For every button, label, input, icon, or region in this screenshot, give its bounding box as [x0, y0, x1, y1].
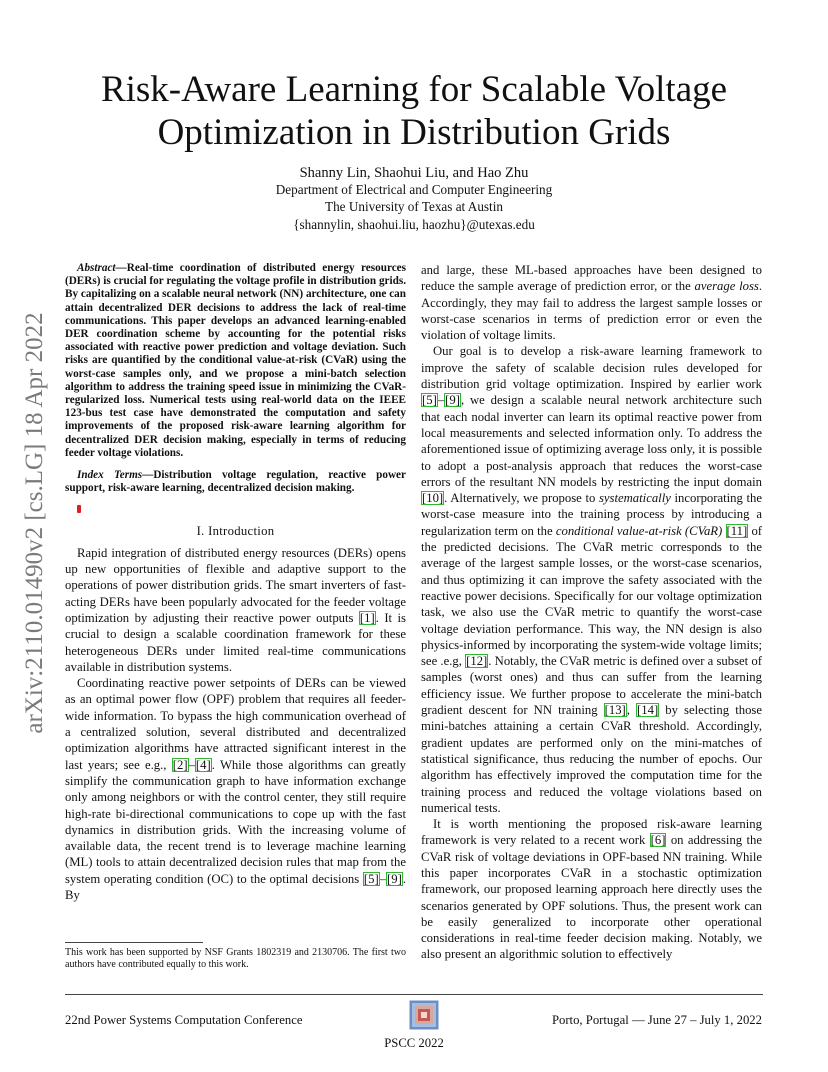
citation-link[interactable]: [5]: [363, 871, 379, 886]
citation-link[interactable]: [10]: [422, 491, 444, 506]
paragraph: [421, 262, 762, 343]
body-text: It is worth mentioning the proposed risk-aware learning framework is very related to a recent work: [421, 817, 762, 848]
citation-link[interactable]: [13]: [604, 703, 626, 718]
citation-link[interactable]: [2]: [172, 757, 188, 772]
body-text: –: [188, 757, 195, 772]
body-text: , we design a scalable neural network architecture such that each nodal inverter can learn its optimal reactive power from local measurements and selected information only. To address the aforementioned issue of optimizing average loss only, it is possible to adopt a post-analysis approach that reduces the worst-case errors of the resultant NN models by restricting the input domain: [421, 393, 762, 489]
affiliation-university: The University of Texas at Austin: [325, 199, 503, 215]
index-terms-label: Index Terms: [77, 469, 143, 482]
body-text: on addressing the CVaR risk of voltage deviations in OPF-based NN training. While this paper incorporates CVaR in a stochastic optimization framework, our proposed learning approach here directly uses the scenarios generated by OPF solutions. Thus, the present work can be easily generalized to incorporate other operational considerations in real-time feeder decision making. Notably, we also present an algorithmic solution to effectively: [421, 833, 762, 962]
abstract: [65, 262, 406, 460]
citation-link[interactable]: [1]: [359, 610, 375, 625]
affiliation-emails: {shannylin, shaohui.liu, haozhu}@utexas.edu: [293, 216, 535, 232]
body-text: –: [437, 393, 445, 408]
footer-location-date: Porto, Portugal — June 27 – July 1, 2022: [551, 1013, 762, 1027]
pscc-logo-icon: [409, 1000, 439, 1030]
paragraph: [421, 816, 762, 963]
author-list: Shanny Lin, Shaohui Liu, and Hao Zhu: [299, 165, 529, 181]
right-column: [421, 262, 762, 963]
citation-link[interactable]: [9]: [387, 871, 402, 886]
abstract-text: —Real-time coordination of distributed energy resources (DERs) is crucial for regulating the voltage profile in distribution grids. By capitalizing on a scalable neural network (NN) architecture, one can attain decentralized DER decisions to address the lack of real-time communications. This paper develops an advanced learning-enabled DER coordination scheme by accounting for the potential risks associated with reactive power prediction and voltage deviation. Such risks are quantified by the conditional value-at-risk (CVaR) using the worst-case samples only, and we propose a mini-batch selection algorithm to address the training speed issue in minimizing the CVaR-regularized loss. Numerical tests using real-world data on the IEEE 123-bus test case have demonstrated the computation and safety improvements of the proposed risk-aware learning algorithm for decentralized DER decision making, especially in terms of reducing feeder voltage violations.: [65, 262, 406, 459]
citation-link[interactable]: [4]: [195, 757, 211, 772]
emphasized-text: conditional value-at-risk (CVaR): [555, 523, 723, 538]
citation-link[interactable]: [5]: [422, 393, 437, 408]
body-text: incorporating the worst-case measure into the training process by introducing a regularization term on the: [421, 491, 762, 538]
body-text: –: [379, 871, 387, 886]
citation-link[interactable]: [6]: [650, 833, 666, 848]
body-text: Coordinating reactive power setpoints of DERs can be viewed as an optimal power flow (OPF) problem that requires all feeder-wide information. To bypass the high communication overhead of a centralized solution, several distributed and decentralized optimization algorithms have attracted significant interest in the last years; see e.g.,: [65, 676, 406, 772]
body-text: . By: [65, 871, 406, 902]
arxiv-sidebar-stamp: [20, 285, 50, 760]
affiliation-department: Department of Electrical and Computer Engineering: [275, 182, 553, 197]
body-text: by selecting those mini-batches attaining a certain CVaR threshold. Accordingly, gradient updates are performed only on the mini-matches of statistical significance, thus reducing the number of epochs. Our algorithm has effectively improved the computation time for the training process and reduced the voltage violations based on numerical tests.: [421, 703, 762, 815]
body-text: . Alternatively, we propose to: [444, 491, 599, 506]
paragraph: [65, 545, 406, 675]
footer-conference-name: 22nd Power Systems Computation Conference: [65, 1013, 303, 1027]
footer-pscc-label: PSCC 2022: [384, 1036, 444, 1050]
footer-divider: [65, 994, 763, 995]
emphasized-text: systematically: [598, 491, 671, 506]
footnote-divider: [65, 942, 203, 943]
body-text: . Accordingly, they may fail to address the largest sample losses or worst-case scenarios in terms of prediction error or even the violation of voltage limits.: [421, 279, 762, 343]
body-text: Rapid integration of distributed energy resources (DERs) opens up new opportunities of flexible and adaptive support to the operations of power distribution grids. The smart inverters of fast-acting DERs have been popularly advocated for the feeder voltage optimization by adjusting their reactive power outputs: [65, 545, 406, 625]
index-terms: [65, 469, 406, 495]
body-text: of the predicted decisions. The CVaR metric corresponds to the average of the largest sample losses, or the worst-case scenarios, and thus optimizing it can improve the safety associated with the reactive power decisions. Specifically for our voltage optimization task, we also use the CVaR metric to quantify the worst-case voltage deviation performance. This way, the NN design is also physics-informed by incorporating the system-wide voltage limits; see .e.g,: [421, 523, 763, 669]
paragraph: [421, 343, 762, 816]
citation-link[interactable]: [14]: [637, 703, 659, 718]
funding-footnote: This work has been supported by NSF Grants 1802319 and 2130706. The first two authors have contributed equally to this work.: [65, 947, 406, 971]
section-heading-introduction: I. Introduction: [196, 524, 275, 539]
arxiv-identifier: arXiv:2110.01490v2 [cs.LG] 18 Apr 2022: [21, 311, 48, 734]
paragraph: [65, 675, 406, 903]
left-column: [65, 262, 406, 903]
body-text: ,: [626, 703, 637, 718]
paper-title: Risk-Aware Learning for Scalable Voltage Optimization in Distribution Grids: [100, 69, 728, 153]
citation-link[interactable]: [12]: [466, 654, 488, 669]
abstract-label: Abstract: [77, 262, 116, 274]
body-text: . It is crucial to design a scalable coordination framework for these heterogeneous DERs under limited real-time communications available in distribution systems.: [65, 610, 406, 674]
right-body-text: [421, 262, 762, 963]
affiliation-block: [0, 181, 828, 233]
citation-link[interactable]: [9]: [445, 393, 460, 408]
citation-link[interactable]: [11]: [726, 523, 748, 538]
left-body-text: [65, 545, 406, 904]
red-annotation-mark: [77, 505, 81, 513]
body-text: Our goal is to develop a risk-aware learning framework to improve the safety of scalable decision rules developed for distribution grid voltage optimization. Inspired by earlier work: [421, 344, 762, 392]
body-text: . Notably, the CVaR metric is defined over a subset of samples (worst ones) and thus can suffer from the learning efficiency issue. We further propose to accelerate the mini-batch gradient descent for NN training: [421, 654, 762, 718]
body-text: and large, these ML-based approaches have been designed to reduce the sample average of prediction error, or the: [421, 263, 762, 294]
index-terms-text: —Distribution voltage regulation, reactive power support, risk-aware learning, decentralized decision making.: [65, 469, 406, 495]
body-text: . While those algorithms can greatly simplify the communication graph to have information exchange only among neighbors or with the control center, they still require high-rate bi-directional communications to cope up with the fast dynamics in distribution grids. With the increasing volume of available data, the recent trend is to leverage machine learning (ML) tools to attain decentralized decision rules that map from the system operating condition (OC) to the optimal decisions: [65, 757, 407, 886]
emphasized-text: average loss: [694, 279, 759, 294]
